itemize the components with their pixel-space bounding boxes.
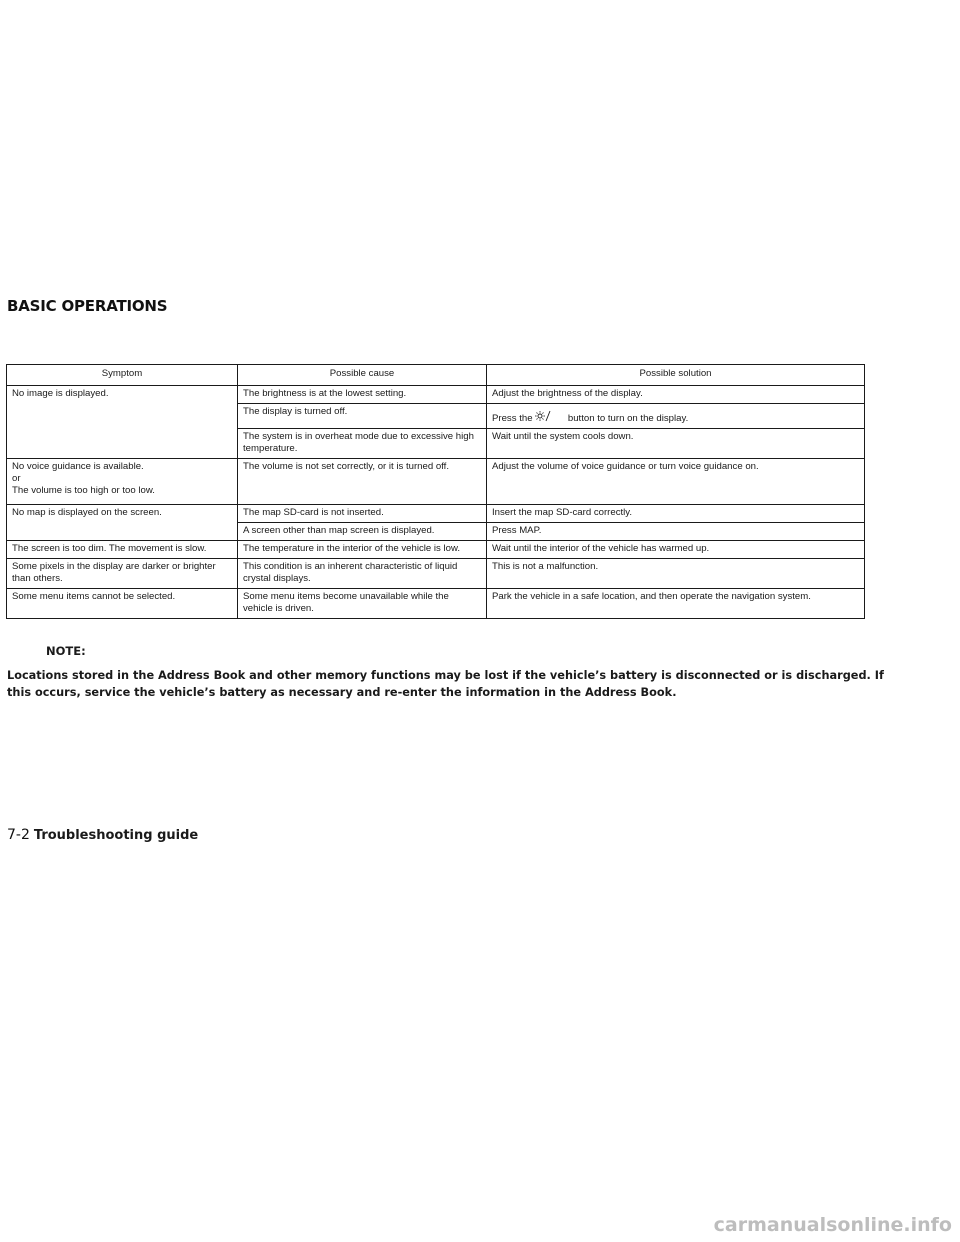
page-footer bbox=[7, 826, 198, 844]
note-heading: NOTE: bbox=[46, 644, 86, 658]
solution-cell: Adjust the volume of voice guidance or turn voice guidance on. bbox=[487, 459, 865, 505]
page-number: 7-2 bbox=[7, 827, 30, 843]
solution-prefix: Press the bbox=[492, 413, 533, 424]
table-row bbox=[7, 559, 865, 589]
table-row bbox=[7, 589, 865, 619]
solution-cell: Press MAP. bbox=[487, 523, 865, 541]
troubleshooting-table bbox=[6, 364, 865, 619]
solution-cell bbox=[487, 404, 865, 429]
cause-cell: The volume is not set correctly, or it is turned off. bbox=[238, 459, 487, 505]
section-heading: BASIC OPERATIONS bbox=[7, 297, 168, 315]
solution-suffix: button to turn on the display. bbox=[567, 413, 689, 424]
solution-cell: Wait until the interior of the vehicle has warmed up. bbox=[487, 541, 865, 559]
table-header-row bbox=[7, 365, 865, 386]
table-row bbox=[7, 505, 865, 523]
symptom-cell: No voice guidance is available. or The volume is too high or too low. bbox=[7, 459, 238, 505]
table-row bbox=[7, 459, 865, 505]
symptom-cell: Some pixels in the display are darker or brighter than others. bbox=[7, 559, 238, 589]
symptom-cell: No map is displayed on the screen. bbox=[7, 505, 238, 541]
symptom-cell: No image is displayed. bbox=[7, 386, 238, 459]
table-row bbox=[7, 541, 865, 559]
cause-cell: Some menu items become unavailable while the vehicle is driven. bbox=[238, 589, 487, 619]
chapter-title: Troubleshooting guide bbox=[33, 828, 199, 843]
header-possible-solution: Possible solution bbox=[487, 365, 865, 386]
symptom-cell: Some menu items cannot be selected. bbox=[7, 589, 238, 619]
cause-cell: The temperature in the interior of the vehicle is low. bbox=[238, 541, 487, 559]
solution-cell: Park the vehicle in a safe location, and then operate the navigation system. bbox=[487, 589, 865, 619]
cause-cell: The display is turned off. bbox=[238, 404, 487, 429]
cause-cell: The map SD-card is not inserted. bbox=[238, 505, 487, 523]
solution-cell: This is not a malfunction. bbox=[487, 559, 865, 589]
header-symptom: Symptom bbox=[7, 365, 238, 386]
cause-cell: The brightness is at the lowest setting. bbox=[238, 386, 487, 404]
watermark: carmanualsonline.info bbox=[713, 1214, 952, 1236]
note-text: Locations stored in the Address Book and other memory functions may be lost if the vehicle’s battery is disconnected or is discharged. If this occurs, service the vehicle’s battery as necessary and re-enter the information in the Address Book. bbox=[7, 669, 884, 699]
brightness-day-night-icon bbox=[535, 410, 565, 422]
solution-cell: Insert the map SD-card correctly. bbox=[487, 505, 865, 523]
symptom-cell: The screen is too dim. The movement is slow. bbox=[7, 541, 238, 559]
cause-cell: A screen other than map screen is displayed. bbox=[238, 523, 487, 541]
solution-cell: Wait until the system cools down. bbox=[487, 429, 865, 459]
solution-cell: Adjust the brightness of the display. bbox=[487, 386, 865, 404]
cause-cell: This condition is an inherent characteristic of liquid crystal displays. bbox=[238, 559, 487, 589]
table-row bbox=[7, 386, 865, 404]
cause-cell: The system is in overheat mode due to excessive high temperature. bbox=[238, 429, 487, 459]
header-possible-cause: Possible cause bbox=[238, 365, 487, 386]
